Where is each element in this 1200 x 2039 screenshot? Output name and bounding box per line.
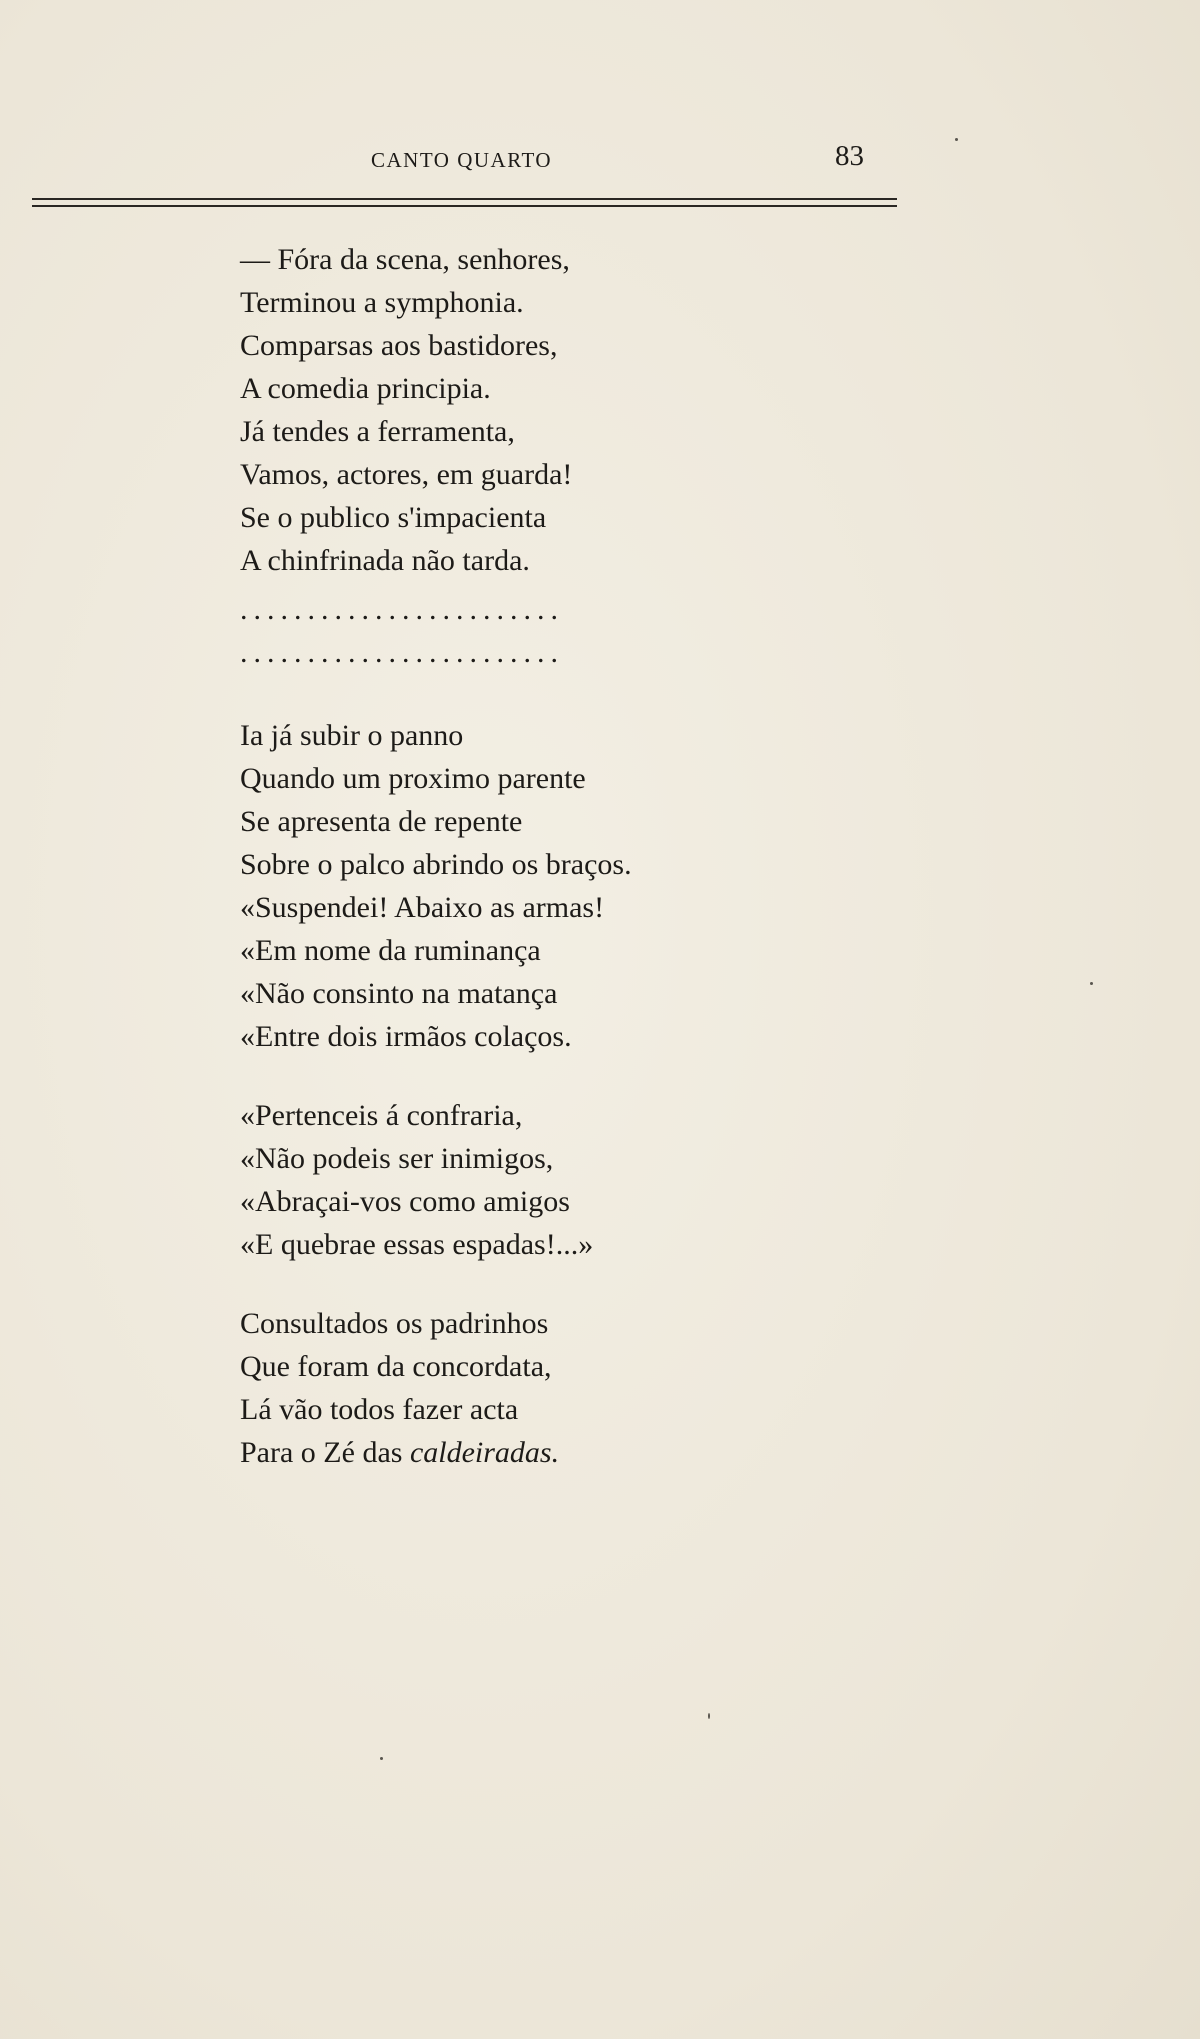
dotted-line: ........................ xyxy=(240,593,564,626)
verse-line: Consultados os padrinhos xyxy=(240,1307,549,1340)
verse-line-final xyxy=(240,1431,800,1474)
stanza-3 xyxy=(240,1094,800,1266)
running-head xyxy=(0,140,1200,180)
verse-line: Terminou a symphonia. xyxy=(240,286,524,319)
header-rule-bottom xyxy=(32,205,897,207)
verse-line: Quando um proximo parente xyxy=(240,762,586,795)
header-rule-top xyxy=(32,198,897,200)
poem-body xyxy=(240,238,800,1510)
paper-speck xyxy=(955,138,958,141)
stanza-4 xyxy=(240,1302,800,1474)
dotted-line: ........................ xyxy=(240,636,564,669)
verse-line: «Não podeis ser inimigos, xyxy=(240,1142,554,1175)
stanza-2 xyxy=(240,714,800,1058)
verse-line: — Fóra da scena, senhores, xyxy=(240,243,570,276)
verse-line: «Pertenceis á confraria, xyxy=(240,1099,523,1132)
verse-line: Já tendes a ferramenta, xyxy=(240,415,515,448)
paper-speck xyxy=(380,1757,383,1760)
verse-line: A comedia principia. xyxy=(240,372,491,405)
final-line-text: Para o Zé das xyxy=(240,1436,410,1469)
verse-line: Comparsas aos bastidores, xyxy=(240,329,558,362)
section-title: CANTO QUARTO xyxy=(371,148,553,172)
paper-speck xyxy=(1090,982,1093,985)
verse-line: «Entre dois irmãos colaços. xyxy=(240,1020,572,1053)
verse-line: Sobre o palco abrindo os braços. xyxy=(240,848,632,881)
italic-word: caldeiradas. xyxy=(409,1436,560,1469)
verse-line: Que foram da concordata, xyxy=(240,1350,552,1383)
verse-line: Vamos, actores, em guarda! xyxy=(240,458,573,491)
verse-line: Se o publico s'impacienta xyxy=(240,501,547,534)
verse-line: Lá vão todos fazer acta xyxy=(240,1393,519,1426)
verse-line: «Abraçai-vos como amigos xyxy=(240,1185,570,1218)
verse-line: «Suspendei! Abaixo as armas! xyxy=(240,891,605,924)
paper-speck xyxy=(708,1713,710,1719)
page-number: 83 xyxy=(835,140,864,172)
verse-line: «E quebrae essas espadas!...» xyxy=(240,1228,594,1261)
stanza-1 xyxy=(240,238,800,582)
verse-line: Ia já subir o panno xyxy=(240,719,464,752)
verse-line: «Não consinto na matança xyxy=(240,977,558,1010)
omission-dots xyxy=(240,588,800,674)
verse-line: «Em nome da ruminança xyxy=(240,934,541,967)
verse-line: A chinfrinada não tarda. xyxy=(240,544,530,577)
verse-line: Se apresenta de repente xyxy=(240,805,523,838)
